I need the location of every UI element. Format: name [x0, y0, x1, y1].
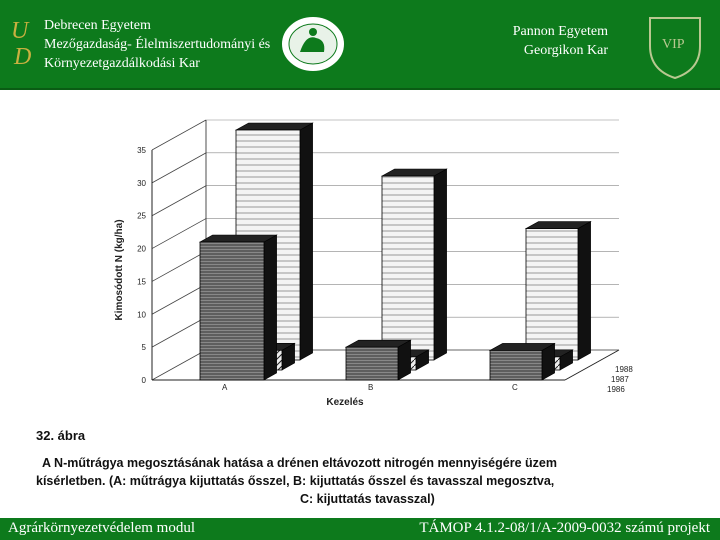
footer-project-id: TÁMOP 4.1.2-08/1/A-2009-0032 számú projekt — [419, 520, 710, 536]
y-axis-title: Kimosódott N (kg/ha) — [114, 219, 125, 321]
bar-top-1988-A — [236, 123, 313, 130]
bar-1986-C — [490, 350, 542, 380]
y-tick-label-0: 0 — [141, 376, 146, 385]
grid-side-3 — [152, 251, 206, 281]
svg-text:D: D — [14, 44, 32, 68]
leaching-bar-chart — [0, 90, 720, 420]
series-label-1986: 1986 — [607, 385, 625, 394]
grid-side-0 — [152, 350, 206, 380]
svg-text:U: U — [11, 18, 29, 44]
grid-side-1 — [152, 317, 206, 347]
series-label-1988: 1988 — [615, 365, 633, 374]
ud-logo-icon — [8, 10, 38, 68]
figure-caption-line3: C: kijuttatás tavasszal) — [300, 492, 435, 506]
university-left-line3: Környezetgazdálkodási Kar — [44, 56, 200, 71]
y-tick-label-5: 25 — [137, 211, 146, 221]
y-tick-label-4: 20 — [137, 244, 146, 254]
university-left-line1: Debrecen Egyetem — [44, 18, 151, 33]
bar-1988-B — [382, 176, 434, 360]
y-tick-label-1: 5 — [141, 343, 146, 353]
bar-top-1986-A — [200, 235, 277, 242]
footer-module-name: Agrárkörnyezetvédelem modul — [8, 520, 196, 536]
grid-side-5 — [152, 186, 206, 216]
bar-1986-A — [200, 242, 264, 380]
footer-bar — [0, 518, 720, 540]
university-right-line2: Georgikon Kar — [523, 43, 608, 58]
figure-number: 32. ábra — [36, 428, 86, 443]
series-label-1987: 1987 — [611, 375, 629, 384]
grid-side-7 — [152, 120, 206, 150]
x-tick-label-A: A — [222, 383, 228, 392]
university-shield-icon — [640, 12, 710, 82]
y-tick-label-6: 30 — [137, 178, 146, 188]
university-left-line2: Mezőgazdaság- Élelmiszertudományi és — [44, 37, 271, 52]
faculty-seal-icon — [278, 14, 348, 74]
x-tick-label-C: C — [512, 383, 518, 392]
figure-caption-line2: kísérletben. (A: műtrágya kijuttatás ősszel, B: kijuttatás ősszel és tavasszal megosztva, — [36, 474, 555, 488]
figure-caption-line1: A N-műtrágya megosztásának hatása a drénen eltávozott nitrogén mennyiségére üzem — [42, 456, 557, 470]
x-axis-title: Kezelés — [326, 397, 364, 408]
y-tick-label-3: 15 — [137, 277, 146, 287]
grid-side-4 — [152, 219, 206, 249]
bar-side-1986-A — [264, 235, 277, 380]
grid-side-6 — [152, 153, 206, 183]
bar-side-1988-A — [300, 123, 313, 360]
x-tick-label-B: B — [368, 383, 374, 392]
bar-side-1988-C — [578, 222, 591, 360]
bar-1988-C — [526, 229, 578, 360]
university-right-line1: Pannon Egyetem — [512, 24, 608, 39]
grid-side-2 — [152, 284, 206, 314]
chart-bars — [200, 123, 591, 380]
university-left-name — [44, 16, 270, 73]
header-bar — [0, 0, 720, 88]
shield-letters: VIP — [662, 37, 685, 52]
bar-1986-B — [346, 347, 398, 380]
y-tick-label-2: 10 — [137, 310, 146, 320]
y-tick-label-7: 35 — [137, 146, 146, 155]
bar-side-1988-B — [434, 169, 447, 360]
university-right-name — [500, 22, 608, 60]
